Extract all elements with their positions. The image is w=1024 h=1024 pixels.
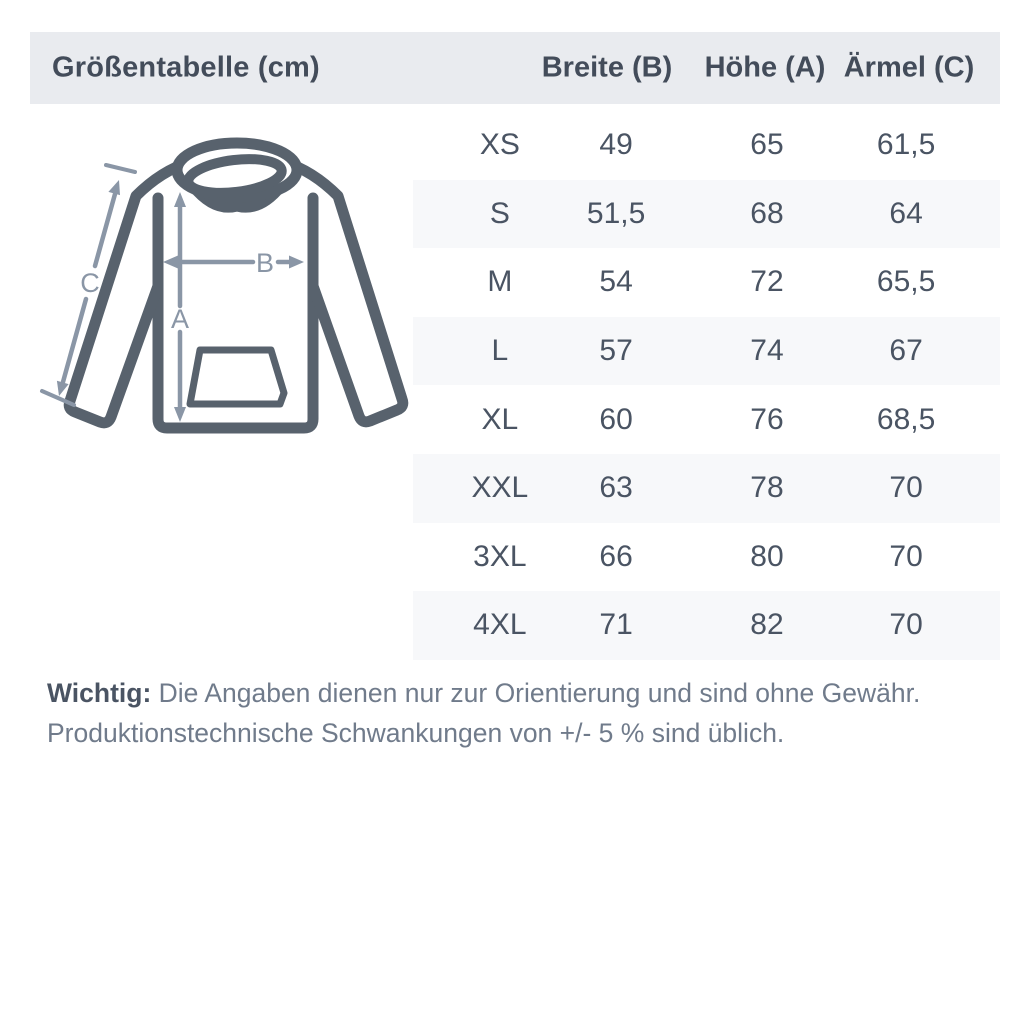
aermel-cell: 70 <box>889 471 923 505</box>
hoodie-measurement-diagram <box>30 120 410 450</box>
aermel-cell: 61,5 <box>876 128 936 162</box>
table-row-xl <box>413 385 1000 454</box>
size-cell: L <box>491 334 509 368</box>
disclaimer-note <box>47 673 977 753</box>
breite-cell: 49 <box>599 128 633 162</box>
hoehe-cell: 68 <box>750 196 784 230</box>
table-row-3xl <box>413 523 1000 592</box>
aermel-cell: 64 <box>889 196 923 230</box>
aermel-cell: 68,5 <box>876 402 936 436</box>
table-row-m <box>413 248 1000 317</box>
aermel-cell: 65,5 <box>876 265 936 299</box>
aermel-cell: 70 <box>889 608 923 642</box>
aermel-cell: 70 <box>889 539 923 573</box>
breite-cell: 60 <box>599 402 633 436</box>
hoehe-cell: 80 <box>750 539 784 573</box>
table-row-l <box>413 317 1000 386</box>
arrowhead-a-top-icon <box>174 192 186 207</box>
breite-cell: 57 <box>599 334 633 368</box>
breite-cell: 66 <box>599 539 633 573</box>
arrowhead-c-top-icon <box>108 180 120 195</box>
hoodie-pocket <box>190 350 284 404</box>
header-bar <box>30 32 1000 104</box>
disclaimer-note-line1: Die Angaben dienen nur zur Orientierung und sind ohne Gewähr. <box>158 678 921 708</box>
disclaimer-note-line2: Produktionstechnische Schwankungen von +/- 5 % sind üblich. <box>47 718 785 748</box>
measure-a-label: A <box>170 304 190 334</box>
arrowhead-b-right-icon <box>289 256 304 269</box>
hoehe-cell: 76 <box>750 402 784 436</box>
hoehe-cell: 72 <box>750 265 784 299</box>
breite-cell: 63 <box>599 471 633 505</box>
size-table <box>413 111 1000 660</box>
hoehe-cell: 78 <box>750 471 784 505</box>
column-header-aermel: Ärmel (C) <box>843 51 975 84</box>
size-cell: XXL <box>471 471 529 505</box>
hoehe-cell: 82 <box>750 608 784 642</box>
table-row-4xl <box>413 591 1000 660</box>
breite-cell: 71 <box>599 608 633 642</box>
table-row-xxl <box>413 454 1000 523</box>
size-cell: S <box>489 196 510 230</box>
page-title: Größentabelle (cm) <box>52 51 320 84</box>
size-cell: 3XL <box>473 539 527 573</box>
measure-c-top-tick <box>106 165 135 172</box>
column-header-hoehe: Höhe (A) <box>704 51 826 84</box>
measure-c-label: C <box>80 268 100 298</box>
hoehe-cell: 74 <box>750 334 784 368</box>
aermel-cell: 67 <box>889 334 923 368</box>
table-row-xs <box>413 111 1000 180</box>
size-cell: M <box>487 265 513 299</box>
measure-b-label: B <box>255 248 275 278</box>
size-cell: XL <box>481 402 519 436</box>
hoehe-cell: 65 <box>750 128 784 162</box>
breite-cell: 51,5 <box>586 196 646 230</box>
column-header-breite: Breite (B) <box>541 51 673 84</box>
hoodie-right-sleeve <box>284 162 403 422</box>
arrowhead-a-bottom-icon <box>174 407 186 422</box>
arrowhead-b-left-icon <box>163 256 178 269</box>
table-row-s <box>413 180 1000 249</box>
size-cell: 4XL <box>473 608 527 642</box>
breite-cell: 54 <box>599 265 633 299</box>
size-cell: XS <box>479 128 520 162</box>
disclaimer-note-bold: Wichtig: <box>47 678 152 708</box>
